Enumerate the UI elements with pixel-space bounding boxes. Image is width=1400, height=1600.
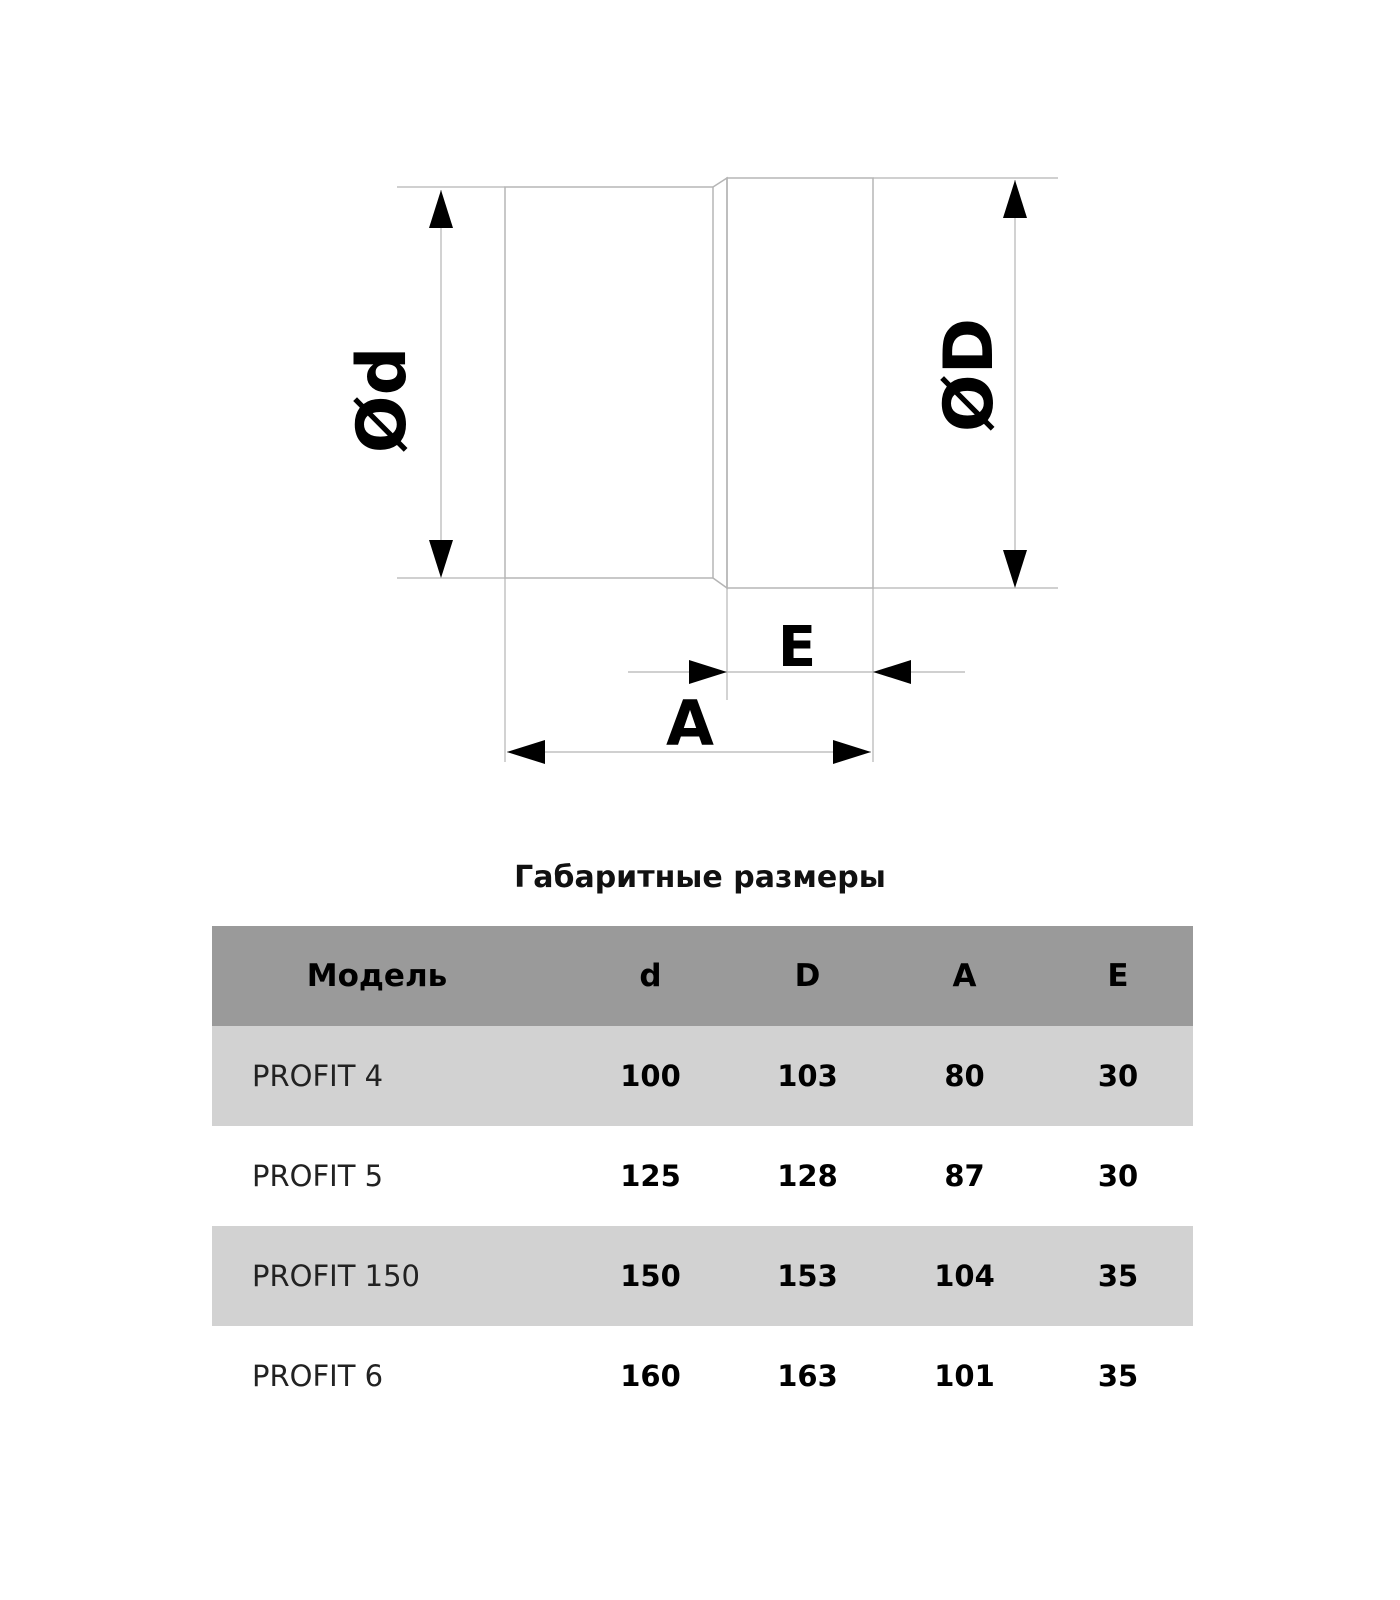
- header-A: A: [952, 958, 977, 994]
- cell-d: 160: [620, 1359, 681, 1393]
- dimensions-table: [212, 926, 1193, 1426]
- cell-D: 163: [777, 1359, 838, 1393]
- cell-A: 87: [944, 1159, 985, 1193]
- table-title: Габаритные размеры: [514, 860, 886, 895]
- arrowheads: [429, 180, 1027, 764]
- cell-D: 128: [777, 1159, 838, 1193]
- label-small-diameter: Ød: [343, 346, 422, 454]
- table-row: [212, 1326, 1193, 1426]
- arrow-A-left: [507, 740, 545, 764]
- table-header-row: [212, 926, 1193, 1026]
- arrow-D-bottom: [1003, 550, 1027, 588]
- cell-model: PROFIT 6: [252, 1359, 384, 1393]
- transition-chamfer: [713, 178, 727, 588]
- arrow-E-left: [689, 660, 727, 684]
- table-row: [212, 1226, 1193, 1326]
- cell-model: PROFIT 4: [252, 1059, 384, 1093]
- cell-E: 35: [1097, 1359, 1139, 1393]
- cell-d: 100: [620, 1059, 681, 1093]
- cell-A: 80: [944, 1059, 985, 1093]
- header-d: d: [639, 958, 662, 994]
- cell-D: 153: [777, 1259, 838, 1293]
- label-length-socket: E: [777, 615, 817, 680]
- cell-E: 35: [1097, 1259, 1139, 1293]
- cell-E: 30: [1097, 1159, 1139, 1193]
- arrow-d-bottom: [429, 540, 453, 578]
- cell-model: PROFIT 150: [252, 1259, 420, 1293]
- cell-d: 125: [620, 1159, 681, 1193]
- arrow-E-right: [873, 660, 911, 684]
- cell-d: 150: [620, 1259, 681, 1293]
- arrow-d-top: [429, 190, 453, 228]
- small-pipe-section: [505, 187, 713, 578]
- dimension-lines: [441, 180, 1015, 752]
- table-row: [212, 1126, 1193, 1226]
- header-model: Модель: [306, 958, 448, 994]
- header-E: E: [1107, 958, 1129, 994]
- arrow-D-top: [1003, 180, 1027, 218]
- cell-A: 101: [934, 1359, 995, 1393]
- cell-model: PROFIT 5: [252, 1159, 384, 1193]
- cell-D: 103: [777, 1059, 838, 1093]
- label-large-diameter: ØD: [930, 317, 1009, 433]
- arrow-A-right: [833, 740, 871, 764]
- cell-A: 104: [934, 1259, 995, 1293]
- label-length-total: A: [666, 687, 714, 760]
- table-row: [212, 1026, 1193, 1126]
- connector-outline: [505, 178, 873, 588]
- large-pipe-section: [727, 178, 873, 588]
- cell-E: 30: [1097, 1059, 1139, 1093]
- header-D: D: [794, 958, 821, 994]
